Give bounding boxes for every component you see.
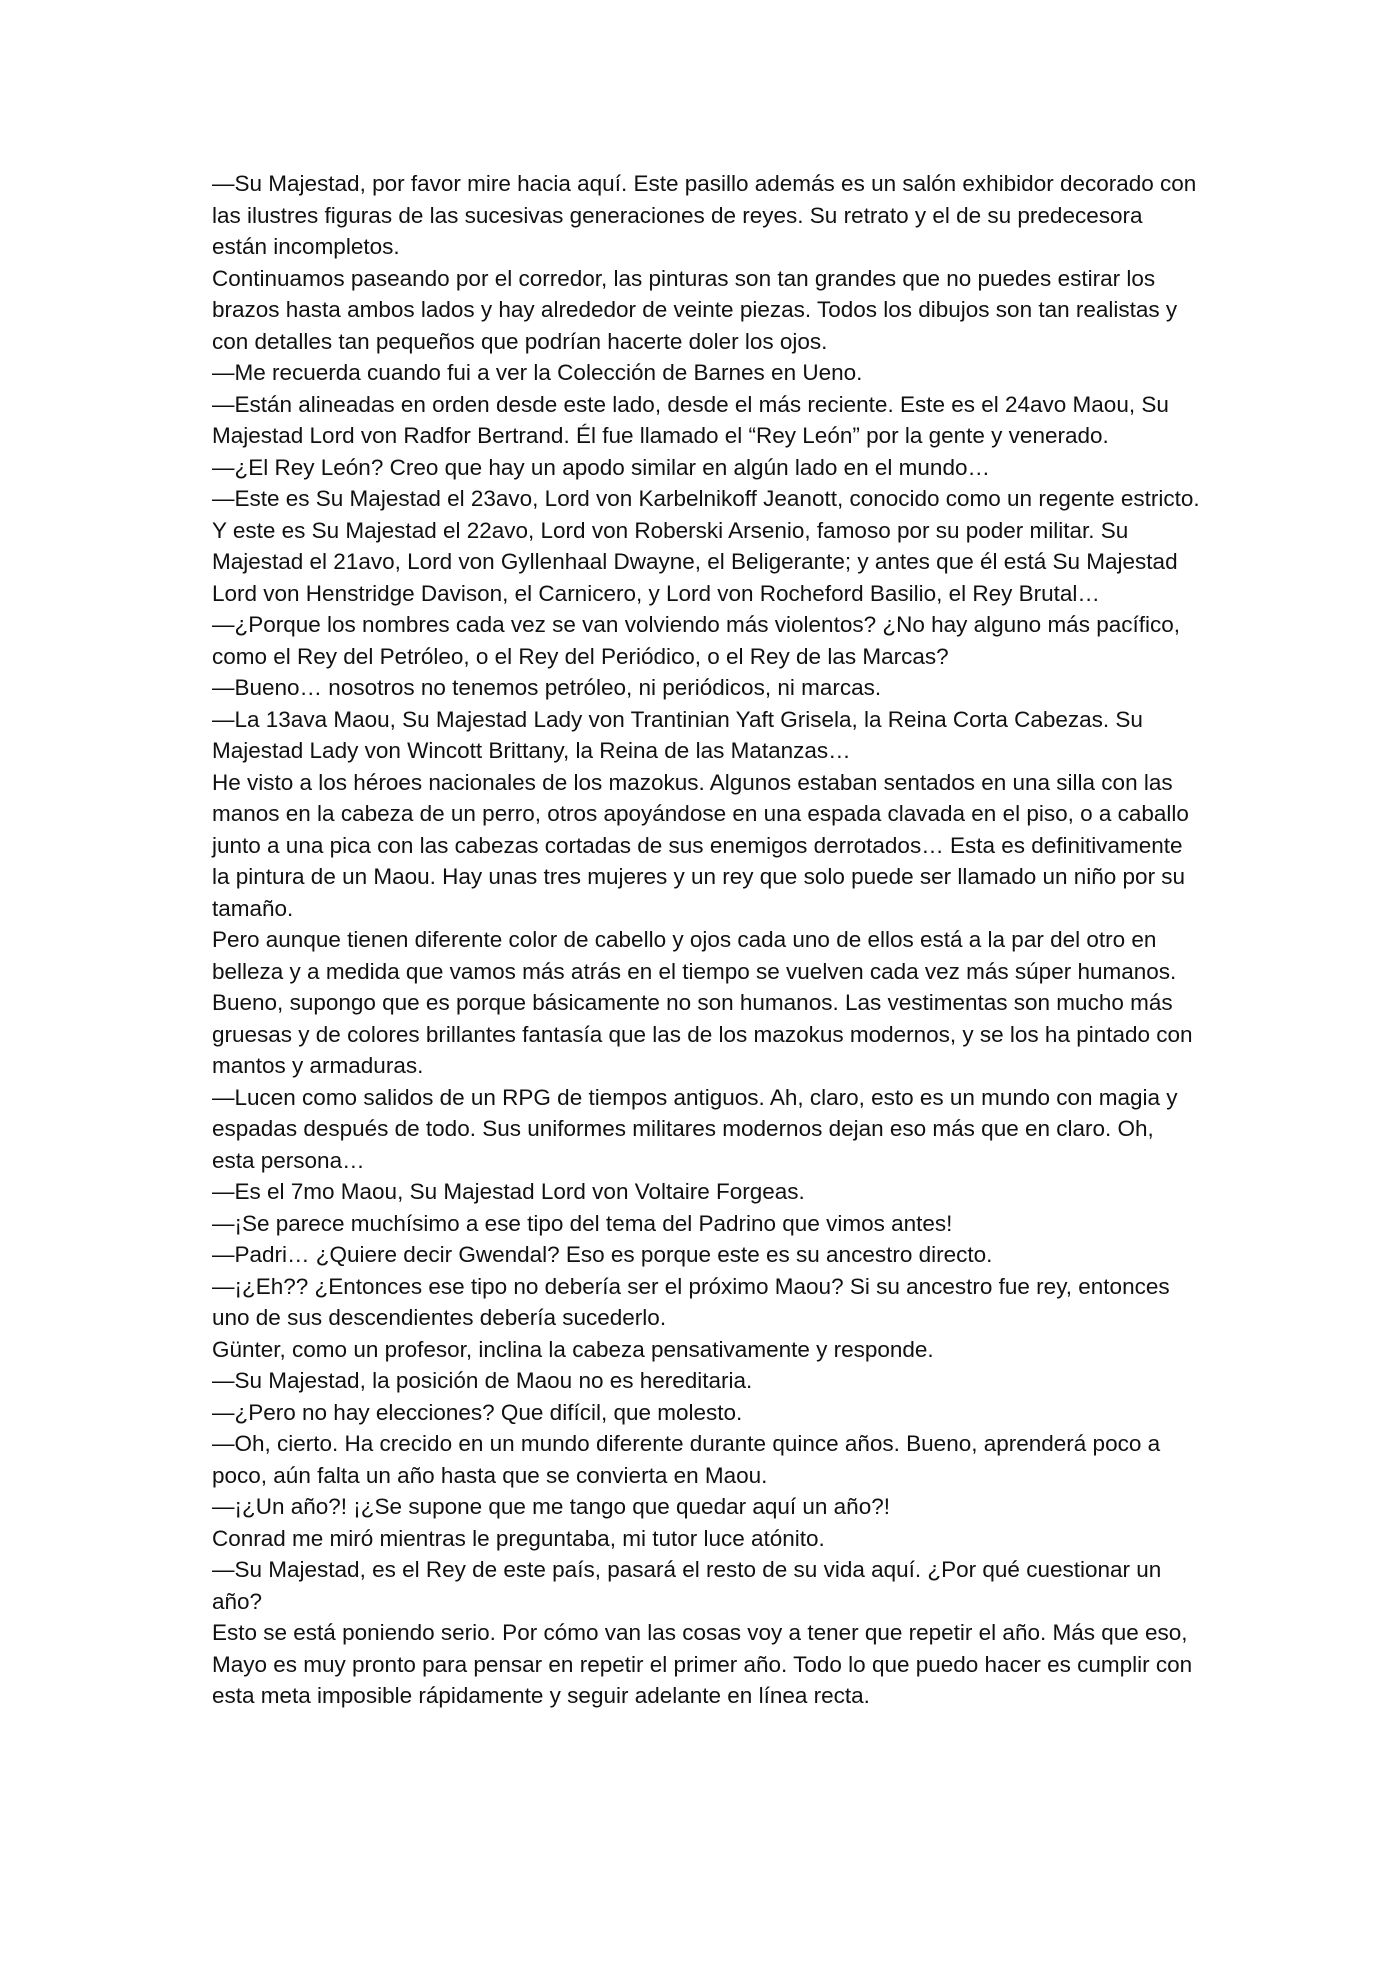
paragraph: —Su Majestad, es el Rey de este país, pasará el resto de su vida aquí. ¿Por qué cuestionar un año? (212, 1557, 1162, 1614)
paragraph: —La 13ava Maou, Su Majestad Lady von Trantinian Yaft Grisela, la Reina Corta Cabezas. Su Majestad Lady von Wincott Brittany, la Reina de las Matanzas… (212, 706, 1143, 763)
paragraph: —¡Se parece muchísimo a ese tipo del tema del Padrino que vimos antes! (212, 1210, 953, 1236)
paragraph: —¿El Rey León? Creo que hay un apodo similar en algún lado en el mundo… (212, 454, 990, 480)
paragraph: —Su Majestad, la posición de Maou no es hereditaria. (212, 1368, 753, 1393)
paragraph: —Su Majestad, por favor mire hacia aquí. Este pasillo además es un salón exhibidor decorado con las ilustres figuras de las sucesivas generaciones de reyes. Su retrato y el de su predecesora están incompletos. (212, 171, 1197, 259)
paragraph: —¡¿Un año?! ¡¿Se supone que me tango que quedar aquí un año?! (212, 1494, 890, 1519)
paragraph: —Oh, cierto. Ha crecido en un mundo diferente durante quince años. Bueno, aprenderá poco a poco, aún falta un año hasta que se convierta en Maou. (212, 1431, 1161, 1488)
paragraph: He visto a los héroes nacionales de los mazokus. Algunos estaban sentados en una silla con las manos en la cabeza de un perro, otros apoyándose en una espada clavada en el piso, o a caballo junto a una pica con las cabezas cortadas de sus enemigos derrotados… Esta es definitivamente la pintura de un Maou. Hay unas tres mujeres y un rey que solo puede ser llamado un niño por su tamaño. (212, 769, 1189, 921)
paragraph: —Este es Su Majestad el 23avo, Lord von Karbelnikoff Jeanott, conocido como un regente estricto. Y este es Su Majestad el 22avo, Lord von Roberski Arsenio, famoso por su poder militar. Su Majestad el 21avo, Lord von Gyllenhaal Dwayne, el Beligerante; y antes que él está Su Majestad Lord von Henstridge Davison, el Carnicero, y Lord von Rocheford Basilio, el Rey Brutal… (212, 486, 1200, 606)
paragraph: Conrad me miró mientras le preguntaba, mi tutor luce atónito. (212, 1525, 825, 1551)
paragraph: —Lucen como salidos de un RPG de tiempos antiguos. Ah, claro, esto es un mundo con magia y espadas después de todo. Sus uniformes militares modernos dejan eso más que en claro. Oh, esta persona… (212, 1084, 1178, 1173)
paragraph: Günter, como un profesor, inclina la cabeza pensativamente y responde. (212, 1336, 934, 1362)
paragraph: Esto se está poniendo serio. Por cómo van las cosas voy a tener que repetir el año. Más que eso, Mayo es muy pronto para pensar en repetir el primer año. Todo lo que puedo hacer es cumplir con esta meta imposible rápidamente y seguir adelante en línea recta. (212, 1620, 1193, 1708)
paragraph: —¡¿Eh?? ¿Entonces ese tipo no debería ser el próximo Maou? Si su ancestro fue rey, entonces uno de sus descendientes debería sucederlo. (212, 1273, 1170, 1330)
paragraph: —Padri… ¿Quiere decir Gwendal? Eso es porque este es su ancestro directo. (212, 1242, 993, 1267)
paragraph: —Es el 7mo Maou, Su Majestad Lord von Voltaire Forgeas. (212, 1179, 805, 1204)
paragraph: —Están alineadas en orden desde este lado, desde el más reciente. Este es el 24avo Maou, Su Majestad Lord von Radfor Bertrand. Él fue llamado el “Rey León” por la gente y venerado. (212, 391, 1169, 448)
paragraph: Pero aunque tienen diferente color de cabello y ojos cada uno de ellos está a la par del otro en belleza y a medida que vamos más atrás en el tiempo se vuelven cada vez más súper humanos. Bueno, supongo que es porque básicamente no son humanos. Las vestimentas son mucho más gruesas y de colores brillantes fantasía que las de los mazokus modernos, y se los ha pintado con mantos y armaduras. (212, 927, 1193, 1078)
paragraph: Continuamos paseando por el corredor, las pinturas son tan grandes que no puedes estirar los brazos hasta ambos lados y hay alrededor de veinte piezas. Todos los dibujos son tan realistas y con detalles tan pequeños que podrían hacerte doler los ojos. (212, 265, 1178, 354)
body-text (212, 168, 1202, 1712)
paragraph: —¿Pero no hay elecciones? Que difícil, que molesto. (212, 1399, 743, 1425)
paragraph: —Bueno… nosotros no tenemos petróleo, ni periódicos, ni marcas. (212, 675, 882, 700)
paragraph: —¿Porque los nombres cada vez se van volviendo más violentos? ¿No hay alguno más pacífico, como el Rey del Petróleo, o el Rey del Periódico, o el Rey de las Marcas? (212, 612, 1180, 669)
paragraph: —Me recuerda cuando fui a ver la Colección de Barnes en Ueno. (212, 360, 863, 385)
